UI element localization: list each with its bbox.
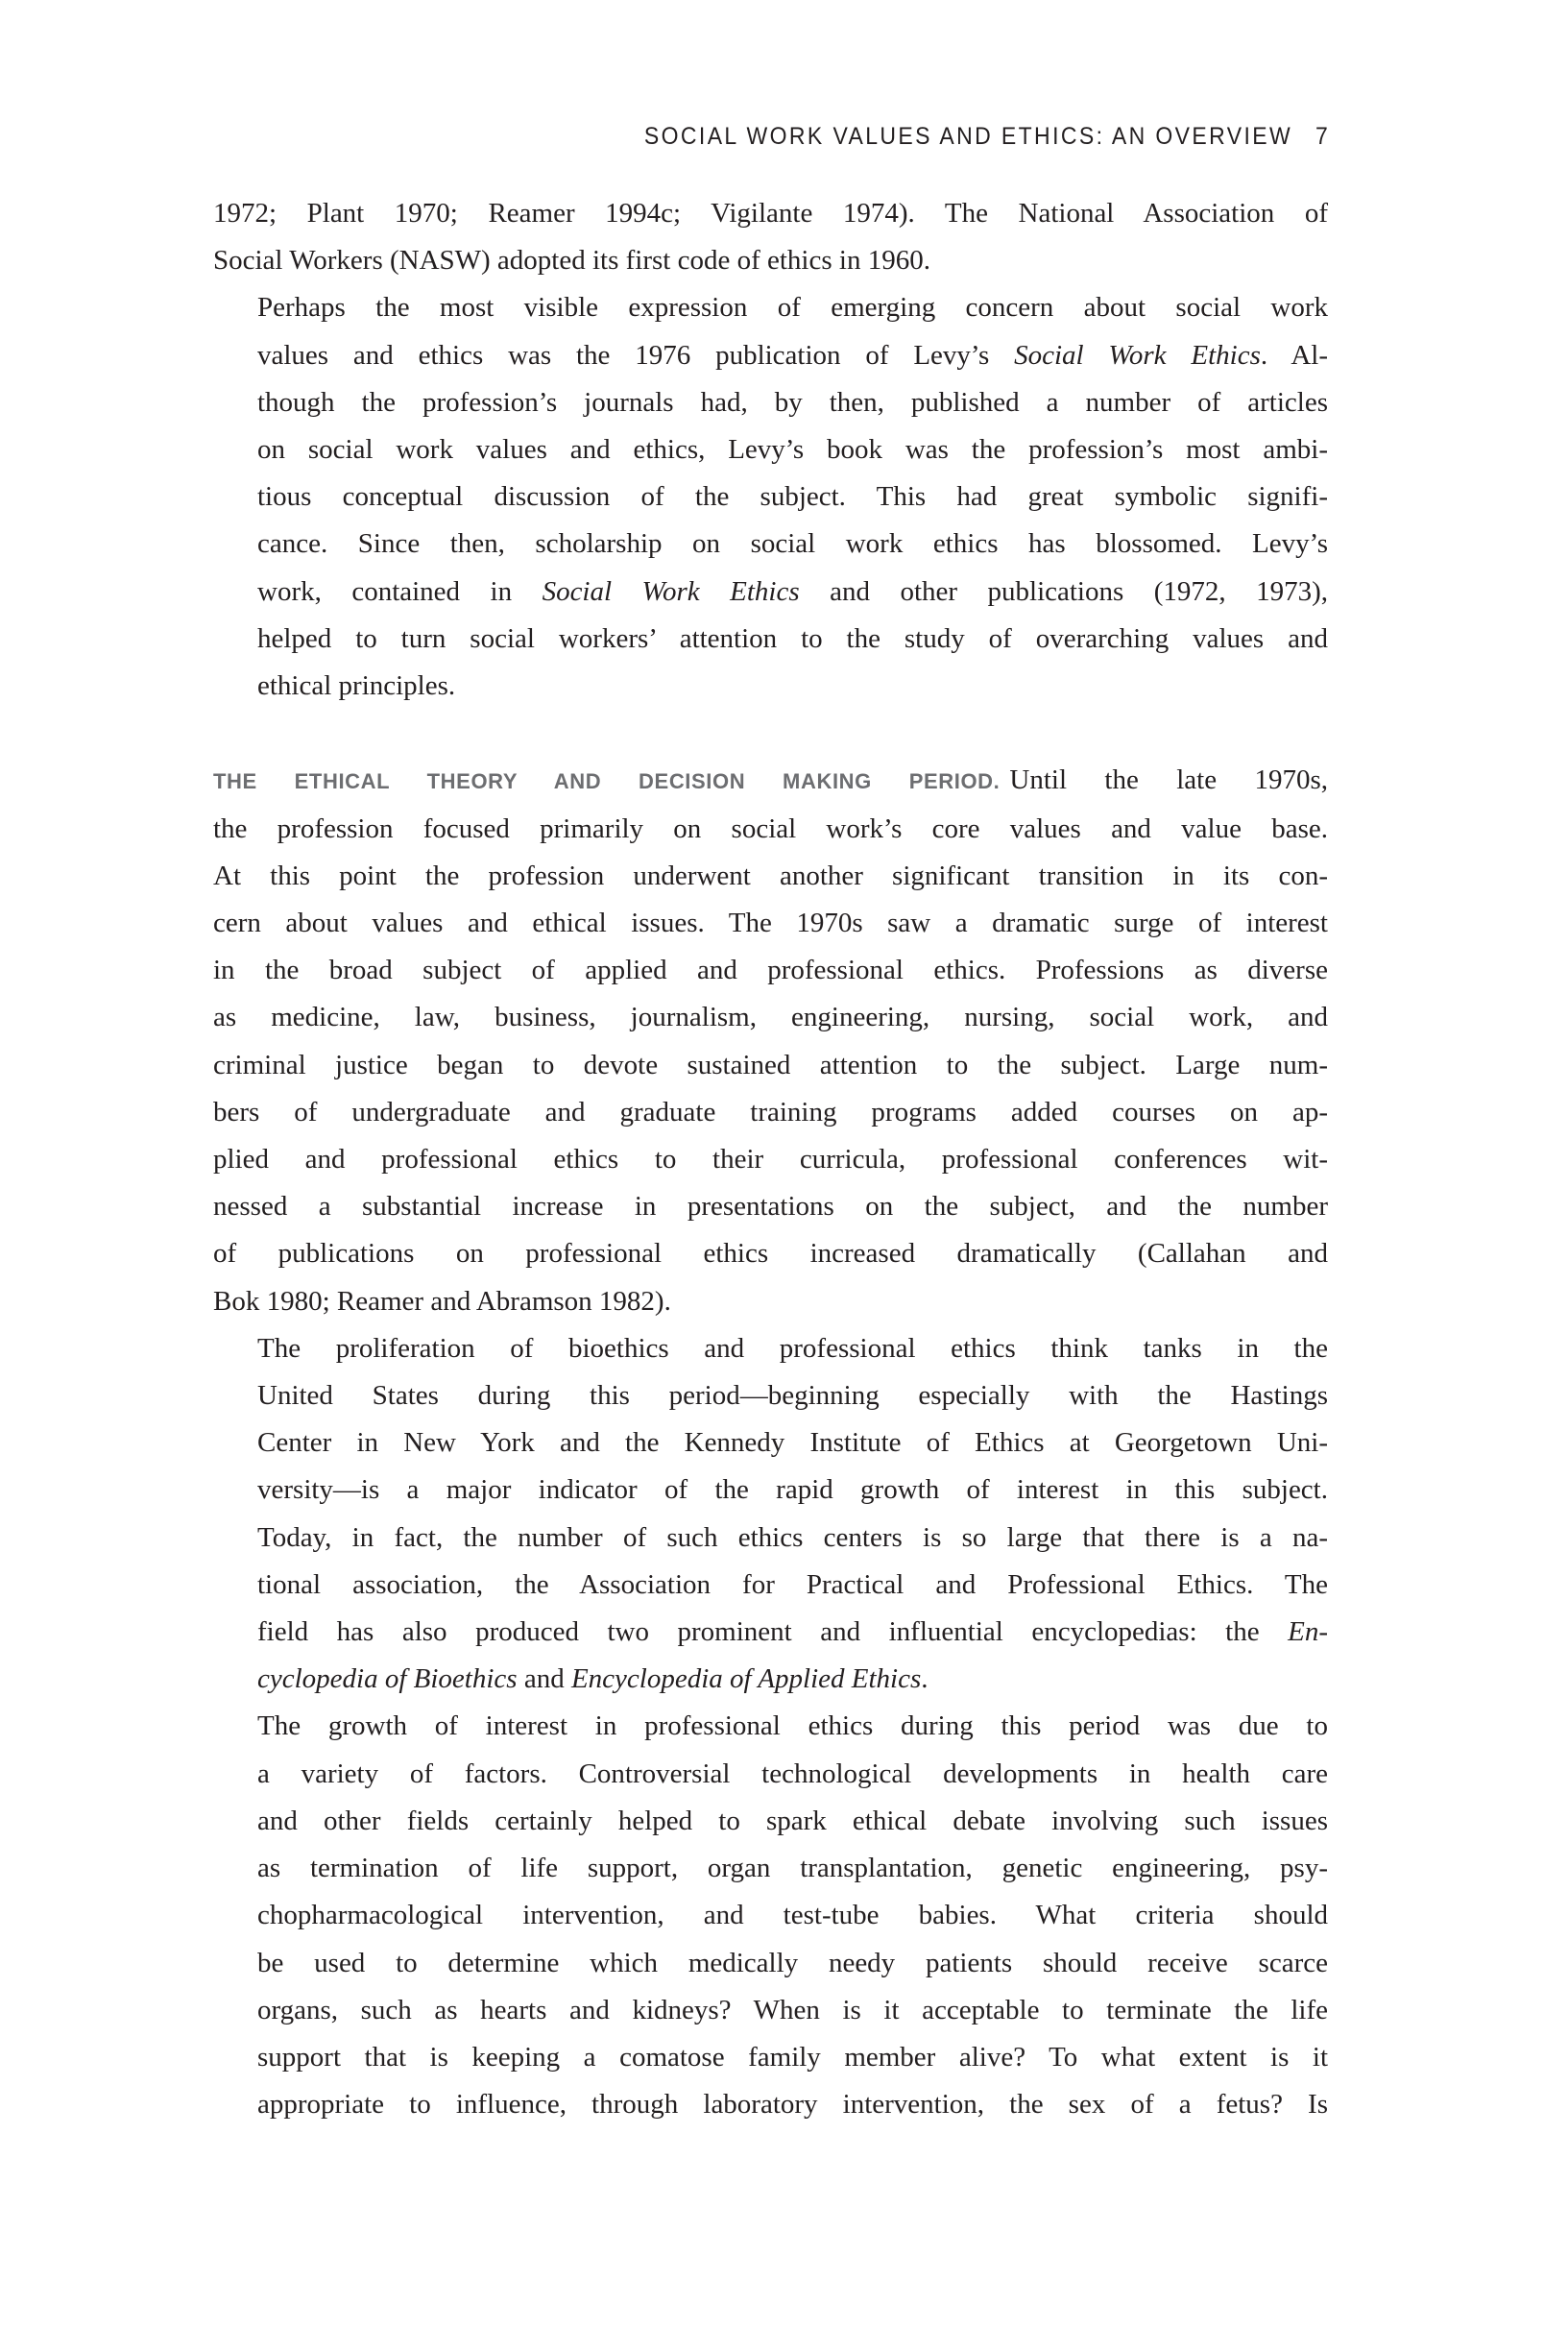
text-line [213, 663, 1328, 710]
text-line [213, 1940, 1328, 1987]
text-line [213, 237, 1328, 284]
text-run: as termination of life support, organ transplantation, genetic engineering, psy- [257, 1853, 1328, 1884]
text-run: cern about values and ethical issues. The 1970s saw a dramatic surge of interest [213, 908, 1328, 939]
text-line [213, 1987, 1328, 2034]
text-run: 1972; Plant 1970; Reamer 1994c; Vigilante 1974). The National Association of [213, 198, 1328, 229]
text-line [213, 1419, 1328, 1467]
text-line [213, 1372, 1328, 1419]
text-line [213, 1609, 1328, 1656]
text-line [213, 806, 1328, 853]
text-run: organs, such as hearts and kidneys? When is it acceptable to terminate the life [257, 1994, 1328, 2025]
text-run: . [921, 1663, 929, 1695]
text-line [213, 426, 1328, 473]
text-line [213, 521, 1328, 568]
text-run: The proliferation of bioethics and professional ethics think tanks in the [257, 1332, 1328, 1364]
text-line [213, 900, 1328, 947]
italic-title: Encyclopedia of Applied Ethics [570, 1663, 922, 1695]
text-line [213, 1042, 1328, 1089]
text-line [213, 1183, 1328, 1230]
text-run: versity—is a major indicator of the rapid growth of interest in this subject. [257, 1474, 1328, 1506]
text-run: . Al- [1260, 339, 1329, 371]
text-line [213, 1892, 1328, 1939]
text-run: work, contained in [257, 575, 543, 607]
text-run: The growth of interest in professional ethics during this period was due to [257, 1710, 1328, 1742]
text-run: values and ethics was the 1976 publication of Levy’s [257, 339, 1015, 371]
text-run: in the broad subject of applied and professional ethics. Professions as diverse [213, 955, 1328, 986]
text-line [213, 1515, 1328, 1562]
text-run: though the profession’s journals had, by then, published a number of articles [257, 386, 1328, 418]
text-run: field has also produced two prominent and influential encyclopedias: the [257, 1616, 1289, 1648]
text-run: the profession focused primarily on social work’s core values and value base. [213, 812, 1328, 844]
italic-title: Social Work Ethics [1014, 339, 1261, 371]
text-line [213, 284, 1328, 331]
text-line [213, 473, 1328, 521]
text-line [213, 1798, 1328, 1845]
text-run: Today, in fact, the number of such ethics centers is so large that there is a na- [257, 1521, 1328, 1553]
text-run: cance. Since then, scholarship on social work ethics has blossomed. Levy’s [257, 528, 1328, 560]
text-run: nessed a substantial increase in presentations on the subject, and the number [213, 1191, 1328, 1223]
italic-title: cyclopedia of Bioethics [257, 1663, 518, 1695]
text-run: plied and professional ethics to their curricula, professional conferences wit- [213, 1144, 1328, 1176]
text-line [213, 2034, 1328, 2081]
text-run: criminal justice began to devote sustained attention to the subject. Large num- [213, 1049, 1328, 1080]
text-line [213, 190, 1328, 237]
text-line [213, 1751, 1328, 1798]
text-run: bers of undergraduate and graduate training programs added courses on ap- [213, 1096, 1328, 1128]
text-run: helped to turn social workers’ attention to the study of overarching values and [257, 622, 1328, 654]
paragraph [213, 1703, 1328, 2128]
text-line [213, 947, 1328, 994]
text-run: At this point the profession underwent another significant transition in its con- [213, 860, 1328, 891]
text-run: of publications on professional ethics increased dramatically (Callahan and [213, 1238, 1328, 1270]
text-run: a variety of factors. Controversial technological developments in health care [257, 1758, 1328, 1789]
text-line [213, 1467, 1328, 1514]
text-line [213, 616, 1328, 663]
text-run: tious conceptual discussion of the subject. This had great symbolic signifi- [257, 481, 1328, 513]
paragraph [213, 190, 1328, 284]
text-run: Perhaps the most visible expression of emerging concern about social work [257, 292, 1328, 324]
text-run: support that is keeping a comatose family member alive? To what extent is it [257, 2041, 1328, 2073]
text-run: United States during this period—beginning especially with the Hastings [257, 1380, 1328, 1412]
running-head [644, 123, 1328, 151]
text-line [213, 569, 1328, 616]
text-line [213, 2081, 1328, 2128]
italic-title: Social Work Ethics [542, 575, 800, 607]
text-run: Social Workers (NASW) adopted its first code of ethics in 1960. [213, 245, 930, 277]
paragraph [213, 1325, 1328, 1704]
text-line [213, 1136, 1328, 1183]
text-run: appropriate to influence, through laboratory intervention, the sex of a fetus? Is [257, 2089, 1328, 2121]
text-line [213, 1230, 1328, 1277]
text-line [213, 1845, 1328, 1892]
text-line [213, 1325, 1328, 1372]
text-run: and [517, 1663, 571, 1695]
text-run: and other fields certainly helped to spark ethical debate involving such issues [257, 1805, 1328, 1836]
text-line [213, 853, 1328, 900]
text-run: chopharmacological intervention, and test-tube babies. What criteria should [257, 1900, 1328, 1931]
text-run: tional association, the Association for Practical and Professional Ethics. The [257, 1568, 1328, 1600]
body-text [213, 190, 1328, 2128]
text-line [213, 1656, 1328, 1703]
section-heading: THE ETHICAL THEORY AND DECISION MAKING PERIOD. [213, 769, 1001, 794]
text-line [213, 1703, 1328, 1750]
text-run: Center in New York and the Kennedy Institute of Ethics at Georgetown Uni- [257, 1427, 1328, 1459]
page-number: 7 [1315, 123, 1328, 150]
text-run: as medicine, law, business, journalism, engineering, nursing, social work, and [213, 1002, 1328, 1033]
text-run: on social work values and ethics, Levy’s book was the profession’s most ambi- [257, 434, 1328, 466]
text-run: and other publications (1972, 1973), [799, 575, 1329, 607]
text-line [213, 1278, 1328, 1325]
text-line [213, 1089, 1328, 1136]
text-line [213, 379, 1328, 426]
text-line [213, 1562, 1328, 1609]
text-run: Until the late 1970s, [1009, 764, 1329, 796]
text-run: ethical principles. [257, 670, 456, 702]
text-line [213, 332, 1328, 379]
paragraph [213, 284, 1328, 710]
section-paragraph [213, 757, 1328, 1324]
italic-title: En- [1288, 1616, 1328, 1648]
text-line [213, 757, 1328, 805]
text-run: be used to determine which medically needy patients should receive scarce [257, 1947, 1328, 1978]
text-line [213, 994, 1328, 1041]
text-run: Bok 1980; Reamer and Abramson 1982). [213, 1285, 671, 1317]
running-head-title: SOCIAL WORK VALUES AND ETHICS: AN OVERVIEW [644, 123, 1293, 150]
